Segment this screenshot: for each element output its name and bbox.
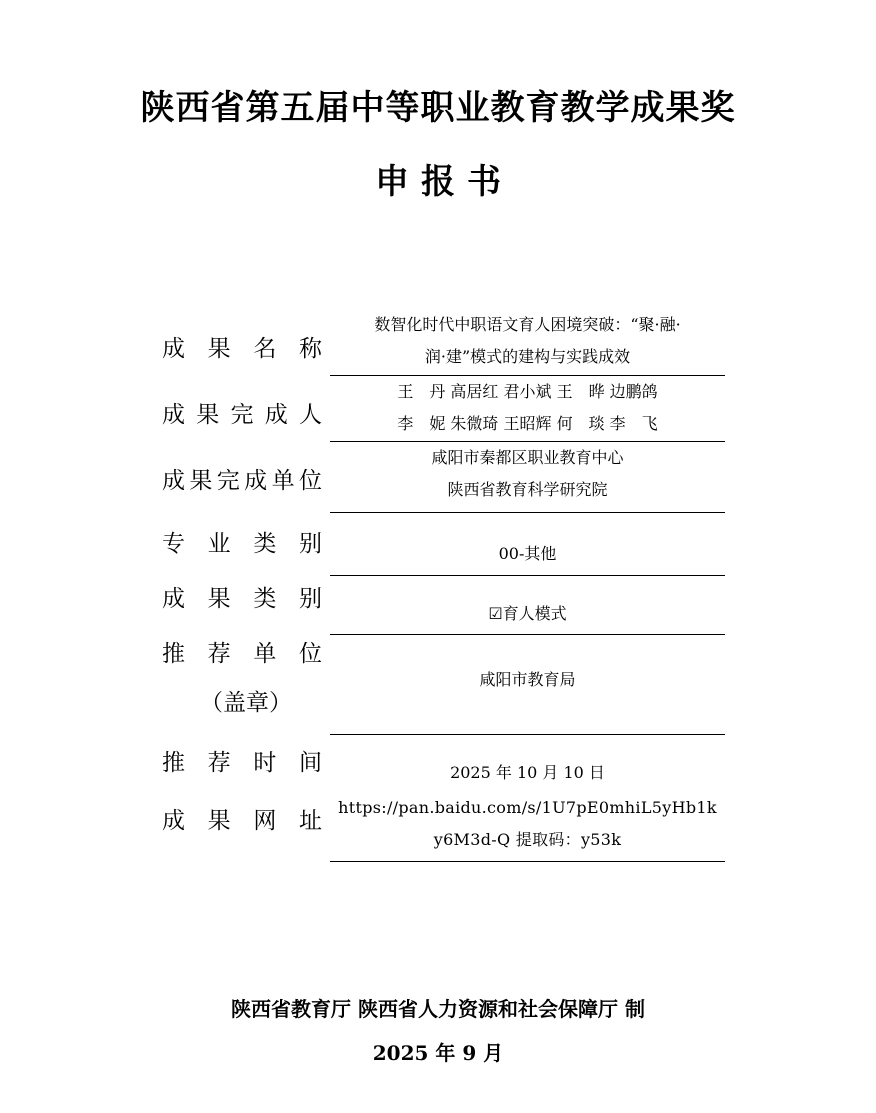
label-char: 果 bbox=[196, 402, 220, 428]
units-line-1: 咸阳市秦都区职业教育中心 bbox=[431, 448, 624, 467]
label-char: 位 bbox=[298, 468, 322, 494]
label-char: 单 bbox=[253, 641, 277, 667]
document-subtitle: 申报书 bbox=[375, 162, 513, 202]
label-major-category bbox=[162, 529, 322, 559]
label-achievement-units bbox=[162, 466, 322, 496]
achievers-line-1: 王 丹 高居红 君小斌 王 晔 边鹏鸽 bbox=[397, 382, 658, 401]
value-achievement-units bbox=[330, 442, 725, 506]
units-line-2: 陕西省教育科学研究院 bbox=[447, 480, 608, 499]
label-char: 成 bbox=[162, 468, 185, 494]
achievement-name-line-2: 润·建”模式的建构与实践成效 bbox=[424, 347, 631, 366]
label-char: 时 bbox=[253, 750, 277, 776]
value-achievement-category bbox=[330, 598, 725, 630]
label-char: 址 bbox=[298, 808, 322, 834]
achievers-line-2: 李 妮 朱微琦 王昭辉 何 琰 李 飞 bbox=[397, 414, 658, 433]
label-char: 类 bbox=[253, 586, 277, 612]
label-char: 类 bbox=[253, 531, 277, 557]
label-char: 荐 bbox=[207, 641, 231, 667]
label-char: 间 bbox=[298, 750, 322, 776]
value-recommending-unit: 咸阳市教育局 bbox=[479, 670, 576, 689]
label-char: 称 bbox=[298, 336, 322, 362]
label-char: 成 bbox=[162, 402, 185, 428]
issue-date: 2025 年 9 月 bbox=[372, 1041, 504, 1065]
label-char: 完 bbox=[230, 402, 254, 428]
label-char: 成 bbox=[264, 402, 288, 428]
label-char: 完 bbox=[216, 468, 240, 494]
url-line-1: https://pan.baidu.com/s/1U7pE0mhiL5yHb1k bbox=[338, 798, 717, 817]
achievement-category-text: 育人模式 bbox=[502, 604, 567, 623]
label-char: 专 bbox=[162, 531, 185, 557]
achievement-name-line-1: 数智化时代中职语文育人困境突破：“聚·融· bbox=[374, 315, 681, 334]
label-achievement-url bbox=[162, 806, 322, 836]
label-char: 人 bbox=[299, 402, 322, 428]
label-char: 成 bbox=[162, 336, 185, 362]
value-achievement-name bbox=[330, 309, 725, 373]
url-line-2: y6M3d-Q 提取码：y53k bbox=[433, 830, 622, 849]
label-char: 别 bbox=[298, 586, 322, 612]
label-char: 单 bbox=[271, 468, 295, 494]
label-achievement-name bbox=[162, 334, 322, 364]
underline-achievement-units bbox=[330, 512, 725, 513]
value-recommend-time: 2025 年 10 月 10 日 bbox=[450, 763, 605, 782]
label-recommend-time bbox=[162, 748, 322, 778]
label-char: 名 bbox=[253, 336, 277, 362]
label-char: 成 bbox=[162, 586, 185, 612]
label-achievers bbox=[162, 400, 322, 430]
document-title: 陕西省第五届中等职业教育教学成果奖 bbox=[140, 88, 736, 128]
underline-recommending-unit bbox=[330, 734, 725, 735]
issuer-line: 陕西省教育厅 陕西省人力资源和社会保障厅 制 bbox=[231, 997, 645, 1021]
label-char: 网 bbox=[253, 808, 277, 834]
label-char: 推 bbox=[162, 750, 185, 776]
label-char: 果 bbox=[207, 336, 231, 362]
value-achievement-url bbox=[330, 792, 725, 856]
label-char: 果 bbox=[207, 808, 231, 834]
label-char: 成 bbox=[244, 468, 268, 494]
value-achievers bbox=[330, 376, 725, 440]
underline-achievement-url bbox=[330, 861, 725, 862]
label-seal-note: （盖章） bbox=[200, 690, 292, 716]
label-char: 成 bbox=[162, 808, 185, 834]
value-major-category: 00-其他 bbox=[498, 544, 557, 563]
label-char: 荐 bbox=[207, 750, 231, 776]
underline-major-category bbox=[330, 575, 725, 576]
label-char: 果 bbox=[189, 468, 213, 494]
label-recommending-unit bbox=[162, 639, 322, 669]
label-char: 位 bbox=[298, 641, 322, 667]
underline-achievement-category bbox=[330, 634, 725, 635]
label-char: 果 bbox=[207, 586, 231, 612]
checkbox-checked-icon: ☑ bbox=[488, 604, 503, 623]
label-char: 业 bbox=[207, 531, 231, 557]
label-char: 别 bbox=[298, 531, 322, 557]
label-char: 推 bbox=[162, 641, 185, 667]
label-achievement-category bbox=[162, 584, 322, 614]
